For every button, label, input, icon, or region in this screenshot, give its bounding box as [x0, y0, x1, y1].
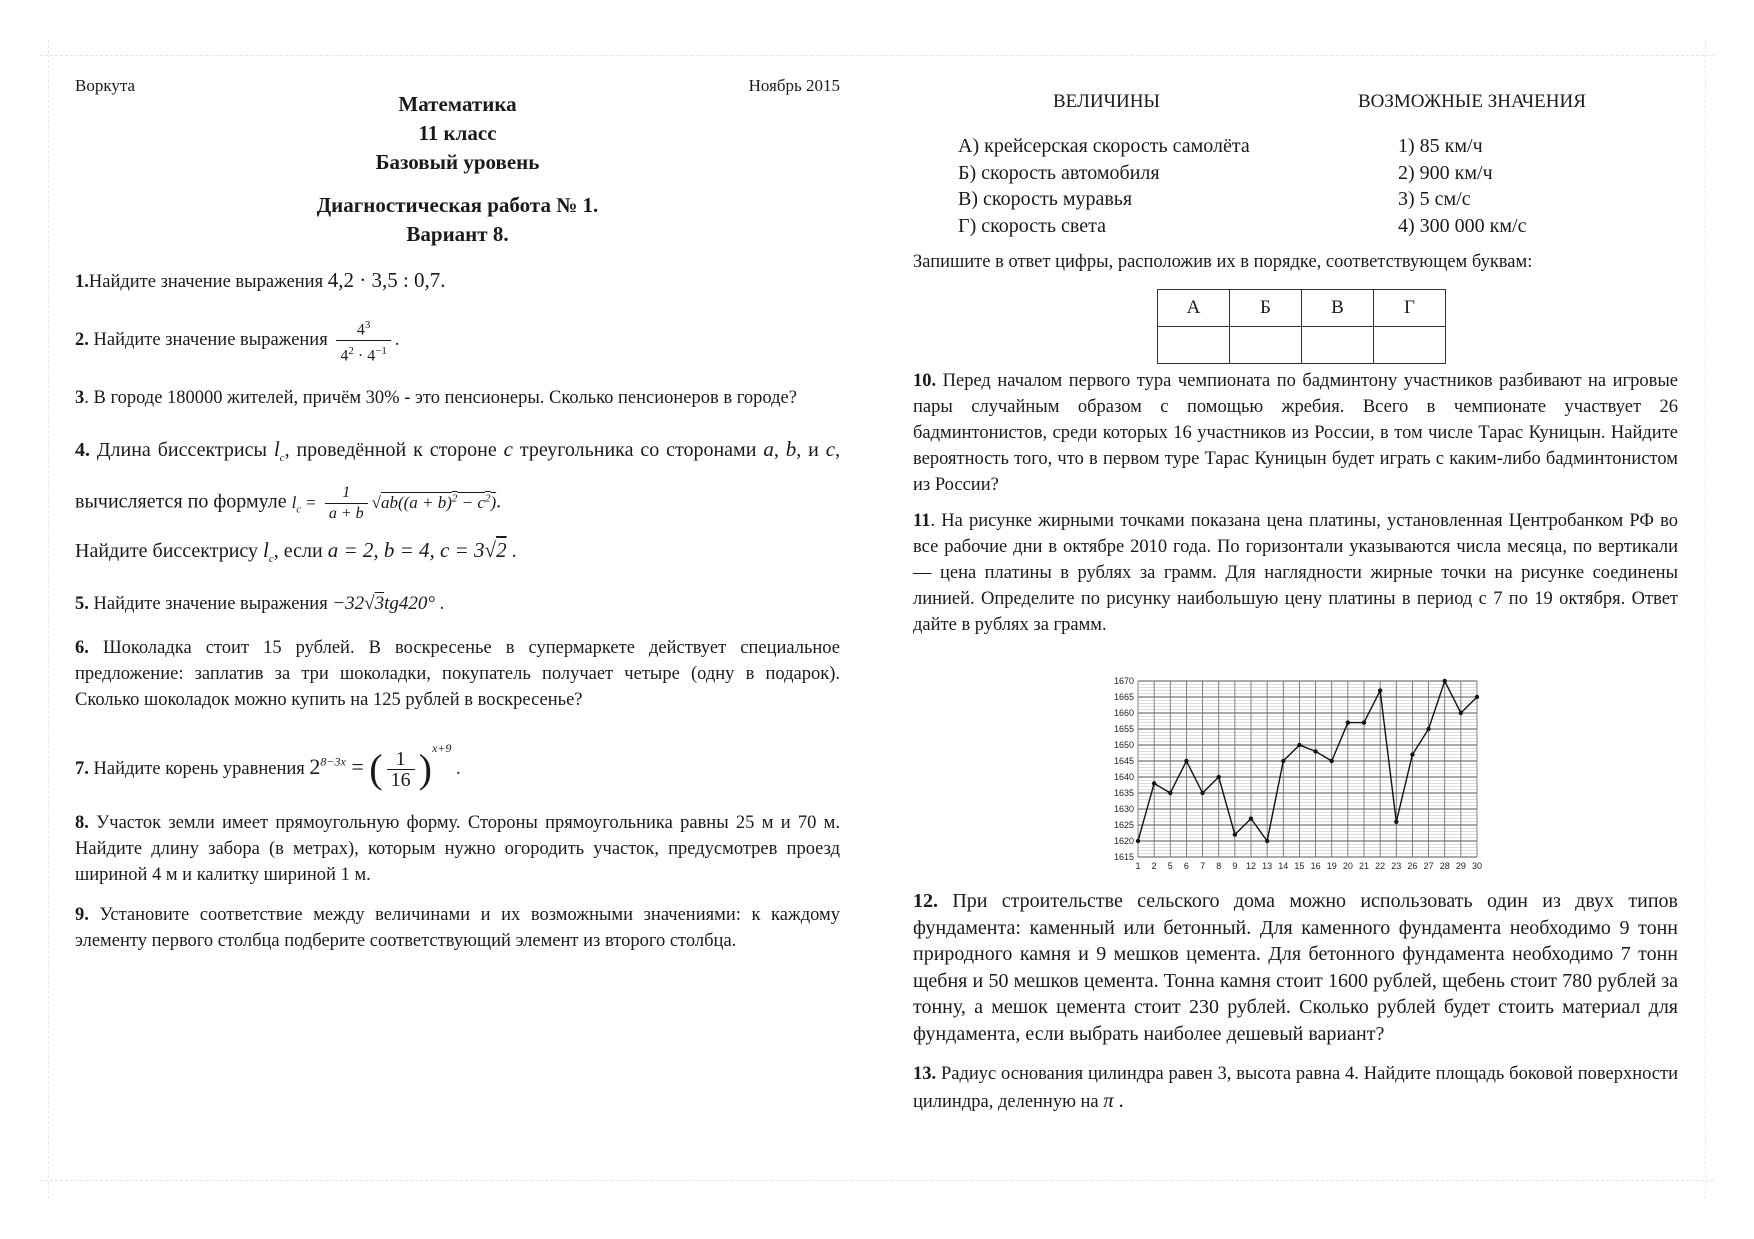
task-text: Найдите значение выражения — [93, 594, 328, 615]
task-text: При строительстве сельского дома можно использовать один из двух типов фундамента: каменный или бетонный. Для каменного фундамента необходимо 9 тонн природного камня и 9 мешков цемента. Для бетонного фундамента необходимо 7 тонн щебня и 50 мешков цемента. Тонна камня стоит 1600 рублей, щебень стоит 780 рублей за тонну, а мешок цемента стоит 230 рублей. Сколько рублей будет стоить материал для фундамента, если выбрать наиболее дешевый вариант? — [913, 890, 1678, 1045]
x-tick-label: 7 — [1200, 861, 1206, 871]
price-point — [1313, 749, 1317, 753]
price-point — [1426, 727, 1430, 731]
answer-cell[interactable] — [1302, 327, 1374, 364]
matching-row — [913, 215, 1678, 242]
task-number: 3 — [75, 387, 85, 408]
y-tick-label: 1670 — [1113, 676, 1134, 686]
task-1 — [75, 267, 840, 295]
price-point — [1265, 839, 1269, 843]
task-text: . На рисунке жирными точками показана цена платины, установленная Центробанком РФ во все рабочие дни в октябре 2010 года. По горизонтали указываются числа месяца, по вертикали — цена платины в рублях за грамм. Для наглядности жирные точки на рисунке соединены линией. Определите по рисунку наибольшую цену платины в период с 7 по 19 октября. Ответ дайте в рублях за грамм. — [913, 511, 1678, 635]
guide-line — [40, 1180, 1714, 1181]
x-tick-label: 13 — [1262, 861, 1273, 871]
y-tick-label: 1620 — [1113, 836, 1134, 846]
work-title: Диагностическая работа № 1. — [316, 193, 599, 217]
matching-header — [913, 85, 1678, 121]
y-tick-label: 1660 — [1113, 708, 1134, 718]
answer-cell[interactable] — [1158, 327, 1230, 364]
y-tick-label: 1650 — [1113, 740, 1134, 750]
task-number: 8. — [75, 812, 89, 833]
task-text: Найдите биссектрису — [75, 539, 259, 562]
task-8 — [75, 810, 840, 888]
y-tick-label: 1625 — [1113, 820, 1134, 830]
price-point — [1378, 688, 1382, 692]
task-number: 9. — [75, 904, 89, 925]
header-date: Ноябрь 2015 — [748, 76, 840, 95]
task-text: Установите соответствие между величинами и их возможными значениями: к каждому элементу первого столбца подберите соответствующий элемент из второго столбца. — [75, 904, 841, 951]
x-tick-label: 1 — [1135, 861, 1141, 871]
task-3 — [75, 385, 840, 411]
price-point — [1459, 711, 1463, 715]
task-5: 5. Найдите значение выражения −32√3tg420° . — [75, 593, 445, 615]
matching-head-left: ВЕЛИЧИНЫ — [1053, 91, 1160, 112]
matching-value: 4) 300 000 км/с — [1398, 214, 1527, 237]
x-tick-label: 29 — [1455, 861, 1466, 871]
y-tick-label: 1640 — [1113, 772, 1134, 782]
task-text: Шоколадка стоит 15 рублей. В воскресенье в супермаркете действует специальное предложение: заплатив за три шоколадки, покупатель получает четыре (одну в подарок). Сколько шоколадок можно купить на 125 рублей в воскресенье? — [75, 638, 840, 711]
task-text: . В городе 180000 жителей, причём 30% - это пенсионеры. Сколько пенсионеров в городе? — [84, 387, 797, 408]
answer-table — [1157, 289, 1446, 364]
task-7: 7. Найдите корень уравнения $2^{8-3x}$ = ( $\frac{1}{16}$ )$^{x+9}$ . — [75, 741, 461, 792]
task-9 — [75, 902, 840, 954]
title-block — [75, 90, 840, 249]
task-number: 13. — [913, 1064, 937, 1084]
x-tick-label: 26 — [1407, 861, 1418, 871]
task-text: Участок земли имеет прямоугольную форму. Стороны прямоугольника равны 25 м и 70 м. Найдите длину забора (в метрах), которым нужно огородить участок, предусмотрев проезд шириной 4 м и калитку шириной 1 м. — [75, 812, 841, 885]
price-point — [1184, 759, 1188, 763]
x-tick-label: 2 — [1151, 861, 1157, 871]
task-13 — [913, 1061, 1678, 1115]
price-point — [1217, 775, 1221, 779]
task-text: Найдите значение выражения — [93, 330, 328, 351]
left-column — [75, 70, 840, 954]
task-text: вычисляется по формуле — [75, 490, 287, 513]
task-6 — [75, 635, 840, 713]
task-number: 4. — [75, 438, 90, 461]
answer-letter: А — [1158, 290, 1230, 327]
matching-quantity: В) скорость муравья — [958, 188, 1133, 210]
guide-line — [48, 40, 49, 1199]
task-number: 2. — [75, 330, 89, 351]
answer-cell[interactable] — [1230, 327, 1302, 364]
variant-title: Вариант 8. — [406, 222, 509, 246]
matching-value: 1) 85 км/ч — [1398, 135, 1483, 157]
task-11 — [913, 508, 1678, 638]
price-point — [1233, 832, 1237, 836]
fraction-expression: $\frac{4^3}{4^2 \cdot 4^{-1}}$ — [336, 315, 391, 367]
task-text: , проведённой к стороне — [284, 438, 497, 461]
x-tick-label: 6 — [1183, 861, 1189, 871]
x-tick-label: 16 — [1310, 861, 1321, 871]
matching-value: 2) 900 км/ч — [1398, 161, 1493, 184]
price-point — [1346, 720, 1350, 724]
x-tick-label: 21 — [1358, 861, 1370, 871]
level-title: Базовый уровень — [375, 150, 540, 174]
x-tick-label: 23 — [1391, 861, 1402, 871]
header-city: Воркута — [75, 76, 136, 95]
price-point — [1136, 839, 1140, 843]
price-point — [1394, 820, 1398, 824]
price-point — [1249, 816, 1253, 820]
guide-line — [40, 55, 1714, 56]
price-point — [1200, 791, 1204, 795]
bisector-formula: $l_c$ = $\frac{1}{a + b}$ $√ab((a + b)^2 - c^2)$ — [291, 484, 497, 523]
y-tick-label: 1635 — [1113, 788, 1134, 798]
x-tick-label: 9 — [1232, 861, 1238, 871]
x-tick-label: 28 — [1439, 861, 1450, 871]
task-number: 1. — [75, 272, 89, 292]
task-2: 2. Найдите значение выражения $\frac{4^3}{4^2 \cdot 4^{-1}}$ . — [75, 315, 840, 367]
task-number: 5. — [75, 594, 89, 615]
matching-quantity: А) крейсерская скорость самолёта — [958, 135, 1250, 157]
matching-instruction: Запишите в ответ цифры, расположив их в порядке, соответствующем буквам: — [913, 252, 1533, 272]
task-number: 10. — [913, 371, 937, 391]
price-point — [1475, 695, 1479, 699]
x-tick-label: 14 — [1278, 861, 1289, 871]
task-number: 6. — [75, 638, 89, 659]
equation: $2^{8-3x}$ = ( $\frac{1}{16}$ )$^{x+9}$ — [309, 741, 452, 792]
task-text: , если — [273, 539, 323, 562]
matching-head-right: ВОЗМОЖНЫЕ ЗНАЧЕНИЯ — [1358, 91, 1586, 112]
y-tick-label: 1665 — [1113, 692, 1134, 702]
price-point — [1152, 781, 1156, 785]
answer-cell[interactable] — [1374, 327, 1446, 364]
task-expression: 4,2 · 3,5 : 0,7. — [327, 268, 446, 292]
y-tick-label: 1645 — [1113, 756, 1134, 766]
task-12 — [913, 888, 1678, 1047]
matching-quantity: Г) скорость света — [958, 214, 1106, 237]
price-point — [1168, 791, 1172, 795]
task-number: 11 — [913, 511, 931, 531]
x-tick-label: 8 — [1216, 861, 1222, 871]
task-text: Найдите корень уравнения — [93, 759, 305, 780]
matching-row — [913, 135, 1678, 162]
x-tick-label: 19 — [1326, 861, 1337, 871]
matching-value: 3) 5 см/с — [1398, 188, 1471, 210]
task-text: Найдите значение выражения — [88, 272, 324, 292]
x-tick-label: 27 — [1423, 861, 1434, 871]
y-tick-label: 1630 — [1113, 804, 1134, 814]
task-10 — [913, 368, 1678, 498]
grade-title: 11 класс — [418, 121, 497, 145]
task-expression: −32√3tg420° — [332, 593, 435, 615]
x-tick-label: 15 — [1294, 861, 1305, 871]
answer-letter: В — [1302, 290, 1374, 327]
right-column — [913, 85, 1678, 1115]
task-text: Радиус основания цилиндра равен 3, высота равна 4. Найдите площадь боковой поверхности цилиндра, деленную на — [913, 1064, 1679, 1112]
page-header — [75, 70, 840, 96]
x-tick-label: 22 — [1375, 861, 1386, 871]
x-tick-label: 5 — [1167, 861, 1173, 871]
matching-quantity: Б) скорость автомобиля — [958, 161, 1160, 184]
task-text: и — [808, 438, 819, 461]
task-text: Перед началом первого тура чемпионата по бадминтону участников разбивают на игровые пары случайным образом с помощью жребия. Всего в чемпионате участвует 26 бадминтонистов, среди которых 16 участников из России, в том числе Тарас Куницын. Найдите вероятность того, что в первом туре Тарас Куницын будет играть с каким-либо бадминтонистом из России? — [913, 371, 1678, 495]
task-text: Длина биссектрисы — [96, 438, 267, 461]
price-point — [1410, 752, 1414, 756]
price-point — [1330, 759, 1334, 763]
y-tick-label: 1655 — [1113, 724, 1134, 734]
x-tick-label: 20 — [1342, 861, 1353, 871]
y-tick-label: 1615 — [1113, 852, 1134, 862]
guide-line — [1705, 40, 1706, 1199]
subject-title: Математика — [398, 92, 517, 116]
answer-letter: Г — [1374, 290, 1446, 327]
price-point — [1362, 720, 1366, 724]
price-point — [1297, 743, 1301, 747]
answer-letter: Б — [1230, 290, 1302, 327]
task-number: 12. — [913, 890, 938, 912]
x-tick-label: 12 — [1245, 861, 1257, 871]
chart-svg — [1085, 671, 1485, 881]
pi-symbol: π . — [1103, 1088, 1125, 1112]
matching-row — [913, 162, 1678, 189]
platinum-price-chart — [1085, 671, 1485, 881]
price-point — [1443, 679, 1447, 683]
task-number: 7. — [75, 759, 89, 780]
x-tick-label: 30 — [1471, 861, 1483, 871]
matching-row — [913, 188, 1678, 215]
price-point — [1281, 759, 1285, 763]
task-4: 4. Длина биссектрисы $l_c$, проведённой к стороне c треугольника со сторонами a, b, и c, вычисляется по формуле $l_c$ = $\frac{1}{a + b}$ $√ab((a + b)^2 - c^2)$. Найдите биссектрису $l_c$, если a = 2, b = 4, c = 3√2 . — [75, 436, 841, 566]
task-text: треугольника со сторонами — [519, 438, 757, 461]
